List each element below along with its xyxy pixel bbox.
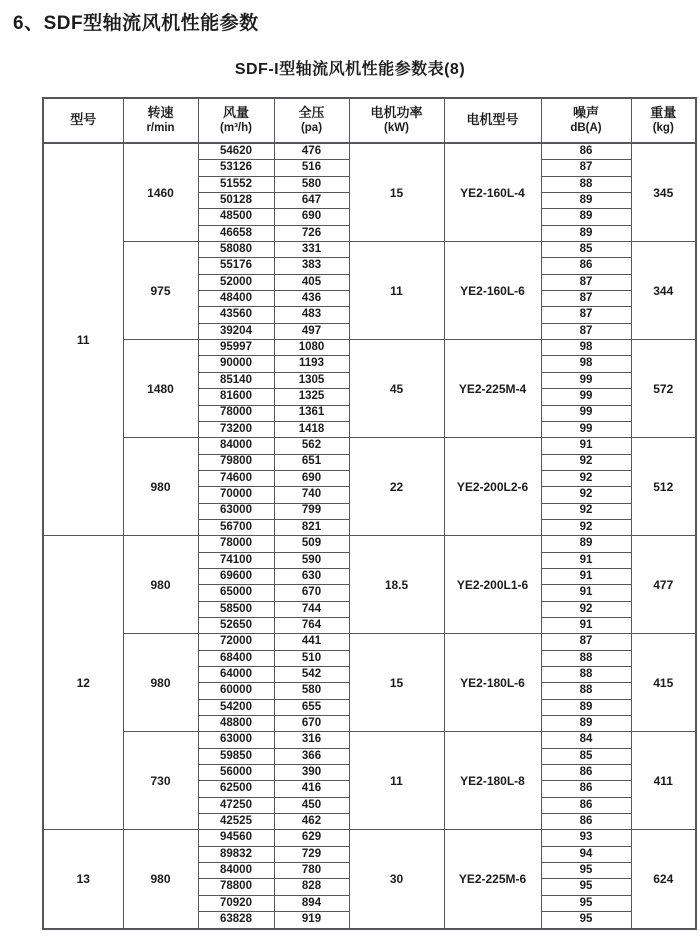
noise-cell: 89 xyxy=(541,536,631,552)
airflow-cell: 74600 xyxy=(198,470,274,486)
noise-cell: 86 xyxy=(541,258,631,274)
noise-cell: 86 xyxy=(541,781,631,797)
noise-cell: 98 xyxy=(541,340,631,356)
noise-cell: 89 xyxy=(541,209,631,225)
noise-cell: 93 xyxy=(541,830,631,846)
noise-cell: 88 xyxy=(541,683,631,699)
speed-cell: 1460 xyxy=(123,143,198,242)
pressure-cell: 462 xyxy=(274,814,349,830)
col-header-noise xyxy=(541,98,631,143)
pressure-cell: 780 xyxy=(274,863,349,879)
airflow-cell: 78000 xyxy=(198,405,274,421)
airflow-cell: 84000 xyxy=(198,863,274,879)
airflow-cell: 42525 xyxy=(198,814,274,830)
pressure-cell: 383 xyxy=(274,258,349,274)
col-header-airflow-unit: (m³/h) xyxy=(220,122,252,135)
power-cell: 30 xyxy=(349,830,444,929)
airflow-cell: 60000 xyxy=(198,683,274,699)
col-header-pressure-unit: (pa) xyxy=(300,122,323,135)
pressure-cell: 647 xyxy=(274,193,349,209)
speed-cell: 975 xyxy=(123,242,198,340)
pressure-cell: 919 xyxy=(274,912,349,929)
col-header-motor xyxy=(444,98,541,143)
airflow-cell: 72000 xyxy=(198,634,274,650)
airflow-cell: 95997 xyxy=(198,340,274,356)
performance-table-container xyxy=(42,97,697,930)
noise-cell: 92 xyxy=(541,470,631,486)
airflow-cell: 54200 xyxy=(198,699,274,715)
airflow-cell: 89832 xyxy=(198,846,274,862)
airflow-cell: 68400 xyxy=(198,650,274,666)
noise-cell: 92 xyxy=(541,519,631,535)
pressure-cell: 450 xyxy=(274,797,349,813)
noise-cell: 92 xyxy=(541,454,631,470)
airflow-cell: 51552 xyxy=(198,176,274,192)
pressure-cell: 690 xyxy=(274,209,349,225)
airflow-cell: 63000 xyxy=(198,732,274,748)
motor-model-cell: YE2-200L2-6 xyxy=(444,438,541,536)
col-header-pressure xyxy=(274,98,349,143)
weight-cell: 344 xyxy=(631,242,696,340)
noise-cell: 85 xyxy=(541,242,631,258)
noise-cell: 89 xyxy=(541,699,631,715)
weight-cell: 411 xyxy=(631,732,696,830)
pressure-cell: 740 xyxy=(274,487,349,503)
col-header-model-label: 型号 xyxy=(70,112,97,128)
motor-model-cell: YE2-225M-4 xyxy=(444,340,541,438)
motor-model-cell: YE2-180L-6 xyxy=(444,634,541,732)
motor-model-cell: YE2-180L-8 xyxy=(444,732,541,830)
col-header-airflow xyxy=(198,98,274,143)
model-cell: 12 xyxy=(43,536,123,830)
power-cell: 15 xyxy=(349,634,444,732)
airflow-cell: 53126 xyxy=(198,160,274,176)
airflow-cell: 69600 xyxy=(198,568,274,584)
motor-model-cell: YE2-225M-6 xyxy=(444,830,541,929)
model-cell: 11 xyxy=(43,143,123,536)
airflow-cell: 94560 xyxy=(198,830,274,846)
col-header-speed xyxy=(123,98,198,143)
header-row xyxy=(43,98,696,143)
noise-cell: 95 xyxy=(541,879,631,895)
motor-model-cell: YE2-160L-4 xyxy=(444,143,541,242)
noise-cell: 91 xyxy=(541,568,631,584)
weight-cell: 572 xyxy=(631,340,696,438)
pressure-cell: 366 xyxy=(274,748,349,764)
airflow-cell: 48800 xyxy=(198,716,274,732)
table-row xyxy=(43,340,696,356)
pressure-cell: 670 xyxy=(274,716,349,732)
pressure-cell: 655 xyxy=(274,699,349,715)
pressure-cell: 562 xyxy=(274,438,349,454)
power-cell: 45 xyxy=(349,340,444,438)
pressure-cell: 516 xyxy=(274,160,349,176)
airflow-cell: 85140 xyxy=(198,372,274,388)
airflow-cell: 63000 xyxy=(198,503,274,519)
table-body xyxy=(43,143,696,929)
power-cell: 18.5 xyxy=(349,536,444,634)
noise-cell: 92 xyxy=(541,601,631,617)
noise-cell: 87 xyxy=(541,307,631,323)
noise-cell: 87 xyxy=(541,160,631,176)
pressure-cell: 729 xyxy=(274,846,349,862)
noise-cell: 86 xyxy=(541,765,631,781)
col-header-power-label: 电机功率 xyxy=(370,104,423,120)
pressure-cell: 821 xyxy=(274,519,349,535)
col-header-motor-label: 电机型号 xyxy=(466,112,519,128)
pressure-cell: 580 xyxy=(274,683,349,699)
pressure-cell: 1080 xyxy=(274,340,349,356)
speed-cell: 980 xyxy=(123,634,198,732)
pressure-cell: 799 xyxy=(274,503,349,519)
noise-cell: 91 xyxy=(541,585,631,601)
airflow-cell: 78800 xyxy=(198,879,274,895)
col-header-weight xyxy=(631,98,696,143)
pressure-cell: 651 xyxy=(274,454,349,470)
pressure-cell: 828 xyxy=(274,879,349,895)
pressure-cell: 416 xyxy=(274,781,349,797)
performance-table xyxy=(42,97,697,930)
weight-cell: 345 xyxy=(631,143,696,242)
pressure-cell: 1305 xyxy=(274,372,349,388)
weight-cell: 415 xyxy=(631,634,696,732)
airflow-cell: 58500 xyxy=(198,601,274,617)
pressure-cell: 764 xyxy=(274,617,349,633)
airflow-cell: 58080 xyxy=(198,242,274,258)
pressure-cell: 590 xyxy=(274,552,349,568)
speed-cell: 730 xyxy=(123,732,198,830)
airflow-cell: 46658 xyxy=(198,225,274,241)
noise-cell: 95 xyxy=(541,863,631,879)
noise-cell: 95 xyxy=(541,895,631,911)
noise-cell: 87 xyxy=(541,274,631,290)
noise-cell: 99 xyxy=(541,372,631,388)
pressure-cell: 441 xyxy=(274,634,349,650)
airflow-cell: 78000 xyxy=(198,536,274,552)
noise-cell: 89 xyxy=(541,225,631,241)
airflow-cell: 59850 xyxy=(198,748,274,764)
speed-cell: 980 xyxy=(123,830,198,929)
noise-cell: 99 xyxy=(541,421,631,437)
col-header-noise-label: 噪声 xyxy=(572,104,599,120)
airflow-cell: 64000 xyxy=(198,667,274,683)
power-cell: 11 xyxy=(349,242,444,340)
airflow-cell: 65000 xyxy=(198,585,274,601)
airflow-cell: 52650 xyxy=(198,617,274,633)
power-cell: 15 xyxy=(349,143,444,242)
pressure-cell: 436 xyxy=(274,291,349,307)
pressure-cell: 316 xyxy=(274,732,349,748)
airflow-cell: 79800 xyxy=(198,454,274,470)
noise-cell: 86 xyxy=(541,143,631,160)
airflow-cell: 70000 xyxy=(198,487,274,503)
airflow-cell: 48400 xyxy=(198,291,274,307)
pressure-cell: 497 xyxy=(274,323,349,339)
airflow-cell: 70920 xyxy=(198,895,274,911)
airflow-cell: 50128 xyxy=(198,193,274,209)
col-header-power xyxy=(349,98,444,143)
airflow-cell: 62500 xyxy=(198,781,274,797)
table-row xyxy=(43,242,696,258)
table-caption: SDF-I型轴流风机性能参数表(8) xyxy=(234,61,466,78)
noise-cell: 87 xyxy=(541,291,631,307)
noise-cell: 91 xyxy=(541,552,631,568)
noise-cell: 89 xyxy=(541,716,631,732)
pressure-cell: 405 xyxy=(274,274,349,290)
airflow-cell: 73200 xyxy=(198,421,274,437)
pressure-cell: 670 xyxy=(274,585,349,601)
pressure-cell: 510 xyxy=(274,650,349,666)
col-header-pressure-label: 全压 xyxy=(298,104,325,120)
motor-model-cell: YE2-200L1-6 xyxy=(444,536,541,634)
col-header-noise-unit: dB(A) xyxy=(570,122,602,135)
weight-cell: 624 xyxy=(631,830,696,929)
airflow-cell: 39204 xyxy=(198,323,274,339)
speed-cell: 1480 xyxy=(123,340,198,438)
table-row xyxy=(43,143,696,160)
noise-cell: 88 xyxy=(541,176,631,192)
airflow-cell: 52000 xyxy=(198,274,274,290)
airflow-cell: 55176 xyxy=(198,258,274,274)
airflow-cell: 74100 xyxy=(198,552,274,568)
table-row xyxy=(43,830,696,846)
noise-cell: 88 xyxy=(541,650,631,666)
power-cell: 22 xyxy=(349,438,444,536)
noise-cell: 99 xyxy=(541,405,631,421)
pressure-cell: 1325 xyxy=(274,389,349,405)
noise-cell: 87 xyxy=(541,634,631,650)
noise-cell: 89 xyxy=(541,193,631,209)
airflow-cell: 90000 xyxy=(198,356,274,372)
weight-cell: 477 xyxy=(631,536,696,634)
pressure-cell: 690 xyxy=(274,470,349,486)
table-row xyxy=(43,634,696,650)
pressure-cell: 629 xyxy=(274,830,349,846)
noise-cell: 86 xyxy=(541,797,631,813)
table-row xyxy=(43,438,696,454)
table-row xyxy=(43,732,696,748)
model-cell: 13 xyxy=(43,830,123,929)
pressure-cell: 744 xyxy=(274,601,349,617)
weight-cell: 512 xyxy=(631,438,696,536)
noise-cell: 92 xyxy=(541,487,631,503)
noise-cell: 84 xyxy=(541,732,631,748)
noise-cell: 86 xyxy=(541,814,631,830)
power-cell: 11 xyxy=(349,732,444,830)
airflow-cell: 56700 xyxy=(198,519,274,535)
table-header xyxy=(43,98,696,143)
pressure-cell: 331 xyxy=(274,242,349,258)
pressure-cell: 483 xyxy=(274,307,349,323)
noise-cell: 85 xyxy=(541,748,631,764)
noise-cell: 91 xyxy=(541,617,631,633)
noise-cell: 88 xyxy=(541,667,631,683)
pressure-cell: 390 xyxy=(274,765,349,781)
noise-cell: 98 xyxy=(541,356,631,372)
pressure-cell: 1193 xyxy=(274,356,349,372)
airflow-cell: 63828 xyxy=(198,912,274,929)
col-header-power-unit: (kW) xyxy=(384,122,409,135)
airflow-cell: 47250 xyxy=(198,797,274,813)
pressure-cell: 630 xyxy=(274,568,349,584)
noise-cell: 94 xyxy=(541,846,631,862)
pressure-cell: 580 xyxy=(274,176,349,192)
pressure-cell: 1361 xyxy=(274,405,349,421)
noise-cell: 95 xyxy=(541,912,631,929)
noise-cell: 91 xyxy=(541,438,631,454)
noise-cell: 87 xyxy=(541,323,631,339)
pressure-cell: 726 xyxy=(274,225,349,241)
speed-cell: 980 xyxy=(123,536,198,634)
motor-model-cell: YE2-160L-6 xyxy=(444,242,541,340)
airflow-cell: 56000 xyxy=(198,765,274,781)
pressure-cell: 542 xyxy=(274,667,349,683)
pressure-cell: 1418 xyxy=(274,421,349,437)
col-header-weight-unit: (kg) xyxy=(652,122,674,135)
airflow-cell: 54620 xyxy=(198,143,274,160)
col-header-speed-unit: r/min xyxy=(146,122,175,135)
table-row xyxy=(43,536,696,552)
airflow-cell: 81600 xyxy=(198,389,274,405)
pressure-cell: 476 xyxy=(274,143,349,160)
col-header-airflow-label: 风量 xyxy=(222,104,249,120)
pressure-cell: 509 xyxy=(274,536,349,552)
speed-cell: 980 xyxy=(123,438,198,536)
noise-cell: 92 xyxy=(541,503,631,519)
col-header-model xyxy=(43,98,123,143)
airflow-cell: 48500 xyxy=(198,209,274,225)
page-title: 6、SDF型轴流风机性能参数 xyxy=(13,13,259,34)
col-header-weight-label: 重量 xyxy=(650,104,677,120)
airflow-cell: 84000 xyxy=(198,438,274,454)
col-header-speed-label: 转速 xyxy=(147,104,174,120)
airflow-cell: 43560 xyxy=(198,307,274,323)
pressure-cell: 894 xyxy=(274,895,349,911)
noise-cell: 99 xyxy=(541,389,631,405)
